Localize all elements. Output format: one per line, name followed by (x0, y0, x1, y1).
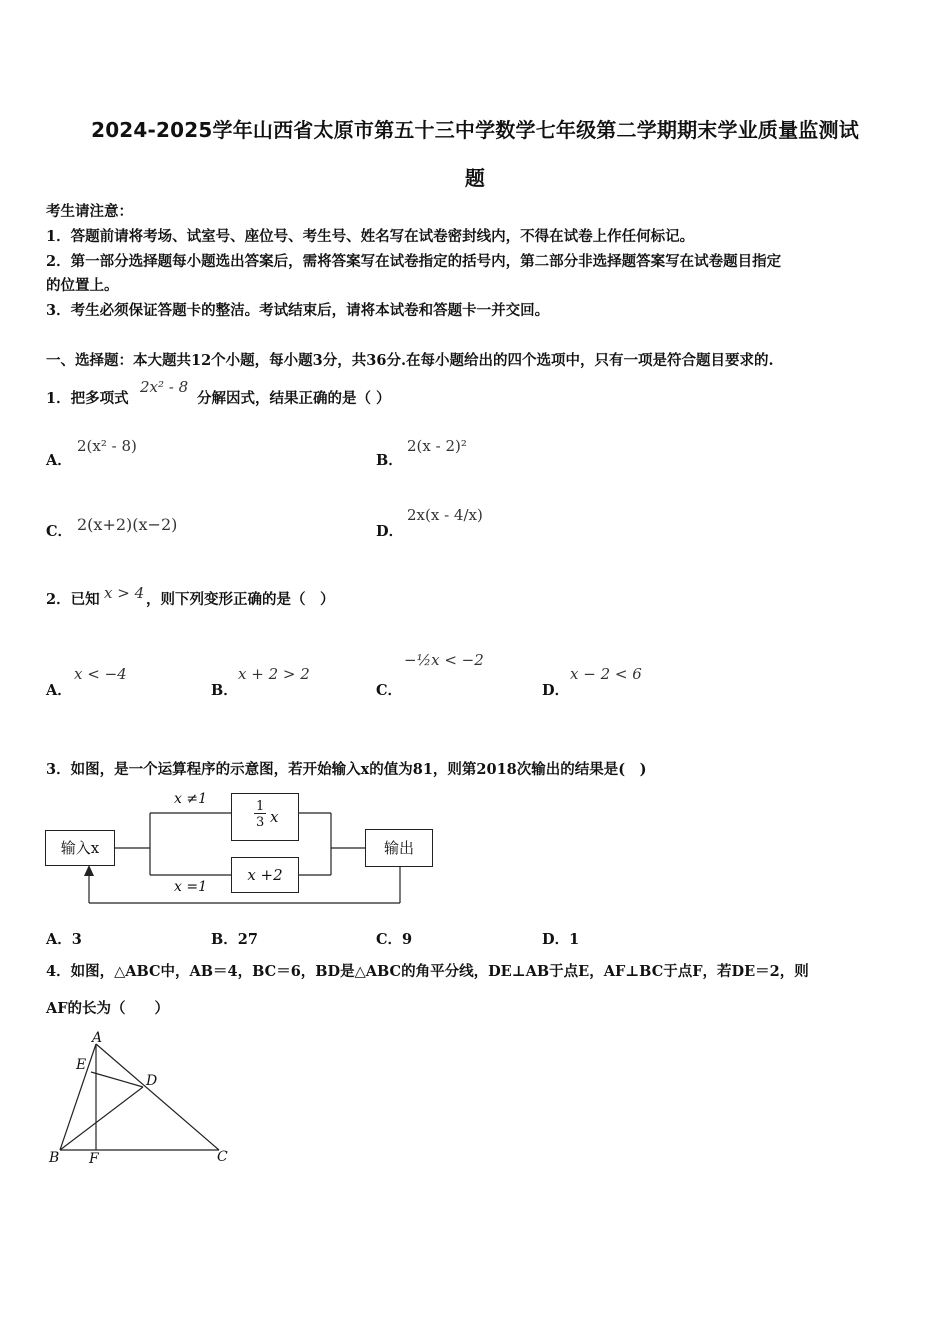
output-box (365, 829, 433, 867)
cond-top: x ≠1 (174, 791, 207, 807)
q2-option-a-label: A． (46, 682, 72, 699)
q1-expr: 2x² - 8 (140, 378, 189, 396)
q3-option-c[interactable]: C．9 (376, 931, 413, 948)
q2-option-d[interactable]: x − 2 < 6 (570, 665, 642, 683)
q4-stem-line1: 4．如图，△ABC中，AB＝4，BC＝6，BD是△ABC的角平分线，DE⊥AB于点E，AF⊥BC于点F，若DE＝2，则 (46, 963, 809, 980)
q1-option-b[interactable]: 2(x - 2)² (407, 437, 467, 455)
add-label: x +2 (247, 866, 283, 884)
q1-stem (46, 389, 129, 409)
point-b: B (49, 1150, 60, 1166)
q2-option-d-label: D． (542, 682, 570, 699)
q4-triangle-figure (44, 1030, 244, 1175)
notice-heading: 考生请注意： (46, 203, 133, 220)
add-box (231, 857, 299, 893)
q2-option-c-label: C． (376, 682, 403, 699)
q1-option-d-label: D． (376, 523, 404, 540)
q2-expr: x > 4 (104, 584, 145, 602)
q3-option-d[interactable]: D．1 (542, 931, 580, 948)
point-a: A (92, 1030, 103, 1046)
q3-option-b[interactable]: B．27 (211, 931, 258, 948)
input-box (45, 830, 115, 866)
notice-item: 的位置上。 (46, 277, 119, 294)
page-title-cont: 题 (464, 166, 486, 190)
cond-bottom: x =1 (174, 879, 207, 895)
divide-box (231, 793, 299, 841)
notice-item: 2．第一部分选择题每小题选出答案后，需将答案写在试卷指定的括号内，第二部分非选择题答案写在试卷题目指定 (46, 253, 782, 270)
point-e: E (76, 1057, 87, 1073)
q1-suffix: 分解因式，结果正确的是（ ） (197, 390, 391, 407)
notice-item: 3．考生必须保证答题卡的整洁。考试结束后，请将本试卷和答题卡一并交回。 (46, 302, 550, 319)
section-heading: 一、选择题：本大题共12个小题，每小题3分，共36分.在每小题给出的四个选项中，只有一项是符合题目要求的. (46, 352, 774, 369)
q1-option-c-label: C． (46, 523, 73, 540)
q1-option-a-label: A． (46, 452, 72, 469)
q1-option-c[interactable]: 2(x+2)(x−2) (77, 515, 178, 534)
page-title: 2024-2025学年山西省太原市第五十三中学数学七年级第二学期期末学业质量监测试 (91, 118, 859, 142)
q1-prefix: 1．把多项式 (46, 390, 129, 407)
q1-option-b-label: B． (376, 452, 403, 469)
q2-prefix: 2．已知 (46, 591, 100, 608)
q2-option-b[interactable]: x + 2 > 2 (238, 665, 310, 683)
q2-option-c[interactable]: −½x < −2 (404, 651, 484, 669)
notice-item: 1．答题前请将考场、试室号、座位号、考生号、姓名写在试卷密封线内，不得在试卷上作任何标记。 (46, 228, 695, 245)
q1-option-a[interactable]: 2(x² - 8) (77, 437, 137, 455)
fraction-num: 1 (256, 799, 265, 814)
q4-stem-line2: AF的长为（ ） (46, 1000, 170, 1017)
fraction-one-third (254, 800, 266, 829)
q2-suffix: ，则下列变形正确的是（ ） (146, 591, 335, 608)
q2-option-a[interactable]: x < −4 (74, 665, 127, 683)
q1-option-d[interactable]: 2x(x - 4/x) (407, 506, 483, 524)
output-label: 输出 (383, 839, 414, 857)
q3-stem: 3．如图，是一个运算程序的示意图，若开始输入x的值为81，则第2018次输出的结果是( ) (46, 761, 647, 778)
q3-flow-diagram (44, 785, 439, 910)
point-f: F (89, 1151, 99, 1167)
q3-option-a[interactable]: A．3 (46, 931, 82, 948)
point-c: C (217, 1149, 228, 1165)
fraction-var: x (270, 808, 279, 826)
fraction-den: 3 (256, 815, 265, 830)
triangle-lines (44, 1030, 244, 1175)
input-label: 输入x (60, 839, 100, 857)
q2-option-b-label: B． (211, 682, 238, 699)
point-d: D (146, 1073, 158, 1089)
